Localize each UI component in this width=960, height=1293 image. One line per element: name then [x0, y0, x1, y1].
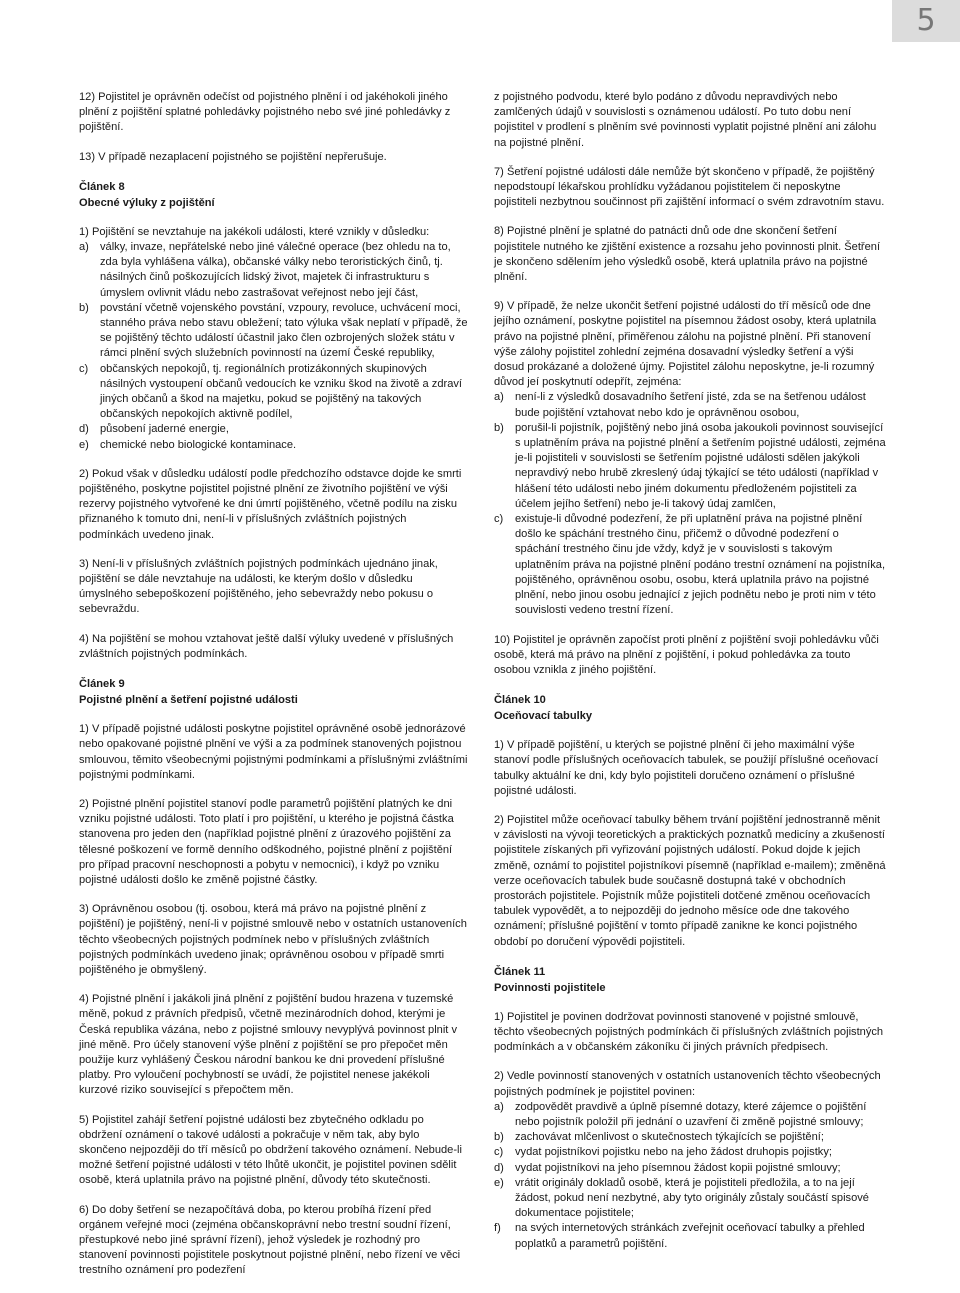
article-11-list	[494, 1100, 886, 1252]
list-marker: a)	[79, 241, 89, 254]
list-item-text: vydat pojistníkovi na jeho písemnou žádost kopii pojistné smlouvy;	[515, 1161, 841, 1174]
paragraph-7: 7) Šetření pojistné události dále nemůže být skončeno v případě, že pojištěný nepodstoupí lékařskou prohlídku vyžádanou pojistitelem či neposkytne pojistiteli nezbytnou součinnost při zajištění informací o svém zdravotním stavu.	[494, 165, 885, 209]
list-item	[494, 1221, 886, 1251]
article-9-paragraph-3: 3) Oprávněnou osobou (tj. osobou, která má právo na pojistné plnění z pojištění) je pojištěný, není-li v pojistné smlouvě nebo v ostatních ustanoveních těchto všeobecných pojistných podmínek nebo v příslušných zvláštních pojistných podmínkách uvedeno jinak; oprávněnou osobou v případě smrti pojištěného je obmyšlený.	[79, 903, 467, 976]
article-9-subtitle: Pojistné plnění a šetření pojistné události	[79, 694, 298, 707]
article-10-subtitle: Oceňovací tabulky	[494, 710, 593, 723]
article-10-heading	[494, 692, 886, 724]
article-9-paragraph-5: 5) Pojistitel zahájí šetření pojistné události bez zbytečného odkladu po obdržení oznámení o takové události a pokračuje v něm tak, aby bylo skončeno nejpozději do tří měsíců po obdržení takového oznámení. Nebude-li možné šetření pojistné události v této lhůtě ukončit, je pojistitel povinen sdělit osobě, která uplatnila právo na pojistné plnění, důvody této skutečnosti.	[79, 1113, 462, 1187]
article-8-paragraph-4: 4) Na pojištění se mohou vztahovat ještě další výluky uvedené v příslušných zvláštních pojistných podmínkách.	[79, 632, 454, 660]
page-number: 5	[892, 0, 960, 42]
list-item-text: na svých internetových stránkách zveřejnit oceňovací tabulky a přehled poplatků a parametrů pojištění.	[515, 1222, 865, 1250]
list-item-text: vrátit originály dokladů osobě, která je pojistiteli předložila, a to na její žádost, pokud není nezbytné, aby tyto originály zůstaly součástí spisové dokumentace pojistitele;	[515, 1176, 869, 1220]
page-header	[0, 0, 960, 42]
list-item	[494, 1161, 886, 1176]
list-marker: c)	[494, 1146, 504, 1159]
article-9-paragraph-6: 6) Do doby šetření se nezapočítává doba, po kterou probíhá řízení před orgánem veřejné moci (zejména občanskoprávní nebo trestní soudní řízení, přestupkové nebo jiné správní řízení), jehož výsledek je rozhodný pro stanovení povinnosti pojistitele poskytnout pojistné plnění, nebo řízení ve věci trestního oznámení pro podezření	[79, 1203, 461, 1277]
list-item	[494, 1100, 886, 1130]
list-item	[494, 1145, 886, 1160]
list-item-text: zodpovědět pravdivě a úplně písemné dotazy, které zájemce o pojištění nebo pojistník položil při jednání o uzavření či změně pojistné smlouvy;	[515, 1100, 867, 1128]
list-item-text: není-li z výsledků dosavadního šetření jisté, zda se na šetřenou událost bude pojištění vztahovat nebo kdo je oprávněnou osobou,	[515, 391, 866, 419]
list-item-text: povstání včetně vojenského povstání, vzpoury, revoluce, uchvácení moci, stanného práva nebo stavu obležení; tato výluka však neplatí v případě, že se pojištěný těchto událostí účastnil jako člen ozbrojených složek státu v rámci plnění svých služebních povinností na území České republiky,	[100, 301, 468, 360]
list-marker: a)	[494, 391, 504, 404]
article-9-paragraph-1: 1) V případě pojistné události poskytne pojistitel oprávněné osobě jednorázové nebo opakované pojistné plnění ve výši a za podmínek stanovených pojistnou smlouvou, těmito všeobecnými pojistnými podmínkami a příslušnými zvláštními pojistnými podmínkami.	[79, 723, 468, 781]
article-8-title: Článek 8	[79, 180, 125, 193]
list-item	[494, 512, 886, 618]
article-10-paragraph-1: 1) V případě pojištění, u kterých se pojistné plnění či jeho maximální výše stanoví podle příslušných oceňovacích tabulek, se použijí příslušné oceňovací tabulky aktuální ke dni, kdy bylo pojistiteli doručeno oznámení o příslušné pojistné události.	[494, 739, 879, 797]
article-9-paragraph-2: 2) Pojistné plnění pojistitel stanoví podle parametrů pojištění platných ke dni vzniku pojistné události. Toto platí i pro pojištění, u kterého je pojistná částka stanovena pro jeden den (například pojistné plnění z úrazového pojištění za tělesné poškození ve formě denního odškodného, pojistné plnění z pojištění pro případ pracovní neschopnosti a pobytu v nemocnici), i když po vzniku pojistné události došlo ke změně pojistné částky.	[79, 797, 454, 886]
paragraph-9: 9) V případě, že nelze ukončit šetření pojistné události do tří měsíců ode dne jejího oznámení, poskytne pojistitel na písemnou žádost osoby, která uplatnila právo na pojistné plnění, přiměřenou zálohu na pojistné plnění. Při stanovení výše zálohy pojistitel zohlední zejména dosavadní výsledky šetření a výši dosud prokázané a doložené újmy. Pojistitel zálohu neposkytne, je-li rozumný důvod jeí poskytnutí odepřít, zejména:	[494, 300, 877, 389]
paragraph-12: 12) Pojistitel je oprávněn odečíst od pojistného plnění i od jakéhokoli jiného plnění z pojištění splatné pohledávky pojistného nebo své jiné pohledávky z pojištění.	[79, 91, 451, 134]
list-marker: e)	[494, 1176, 504, 1189]
list-item	[494, 1176, 886, 1222]
list-item-text: porušil-li pojistník, pojištěný nebo jiná osoba jakoukoli povinnost související s uplatněním práva na pojistné plnění a šetřením pojistné události, zejména je-li pojistiteli v souvislosti se šetřením pojistné události sdělen jakýkoli nepravdivý nebo hrubě zkreslený údaj týkající se této události (například v hlášení této události nebo jiném dokumentu předloženém pojistiteli za účelem jejího šetření) nebo je-li takový údaj zamlčen,	[515, 421, 886, 510]
list-item	[494, 1130, 886, 1145]
article-11-subtitle: Povinnosti pojistitele	[494, 981, 606, 994]
article-11-title: Článek 11	[494, 965, 546, 978]
list-marker: b)	[494, 1131, 504, 1144]
list-item	[494, 390, 886, 420]
article-11-heading	[494, 964, 886, 996]
paragraph-8: 8) Pojistné plnění je splatné do patnácti dnů ode dne skončení šetření pojistitele nutného ke zjištění existence a rozsahu jeho povinnosti plnit. Šetření je skončeno sdělením jeho výsledků osobě, která uplatnila právo na pojistné plnění.	[494, 225, 881, 284]
paragraph-9-list	[494, 390, 886, 618]
article-8-paragraph-2: 2) Pokud však v důsledku událostí podle předchozího odstavce dojde ke smrti pojištěného, poskytne pojistitel pojistné plnění ze životního pojištění ve výši rezervy pojistného vytvořené ke dni úmrtí pojištěného, včetně podílu na zisku přiznaného k tomuto dni, není-li v příslušných zvláštních pojistných podmínkách uvedeno jinak.	[79, 467, 462, 541]
article-9-paragraph-4: 4) Pojistné plnění i jakákoli jiná plnění z pojištění budou hrazena v tuzemské měně, pokud z právních předpisů, včetně mezinárodních dohod, kterými je Česká republika vázána, nebo z pojistné smlouvy nevyplývá povinnost plnit v jiné měně. Pro účely stanovení výše plnění z pojištění se pro přepočet měn použije kurz vyhlášený Českou národní bankou ke dni provedení příslušné platby. Pro vyloučení pochybností se uvádí, že pojistitel nenese jakékoli kurzové riziko související s přepočtem měn.	[79, 993, 458, 1097]
list-item-text: války, invaze, nepřátelské nebo jiné válečné operace (bez ohledu na to, zda byla vyhlášena válka), občanské války nebo teroristických činů, tj. násilných činů poškozujících lidský život, majetek či infrastrukturu s úmyslem ovlivnit vládu nebo zastrašovat veřejnost nebo její část,	[100, 241, 451, 299]
list-item-text: občanských nepokojů, tj. regionálních protizákonných skupinových násilných vystoupení občanů vedoucích ke vzniku škod na životě a zdraví jiných občanů a škod na majetku, pokud se pojištěný na takových občanských nepokojích aktivně podílel,	[100, 362, 462, 421]
article-8-heading	[79, 179, 469, 211]
list-item	[79, 438, 469, 453]
paragraph-10: 10) Pojistitel je oprávněn započíst proti plnění z pojištění svoji pohledávku vůči osobě, která má právo na plnění z pojištění, i pokud pohledávka za touto osobou vznikla z jiného pojištění.	[494, 633, 879, 676]
list-item	[79, 362, 469, 423]
article-11-paragraph-2: 2) Vedle povinností stanovených v ostatních ustanoveních těchto všeobecných pojistných podmínek je pojistitel povinen:	[494, 1070, 881, 1098]
article-9-title: Článek 9	[79, 678, 125, 691]
article-11-paragraph-1: 1) Pojistitel je povinen dodržovat povinnosti stanovené v pojistné smlouvě, těchto všeobecných pojistných podmínkách či příslušných zvláštních pojistných podmínkách a v občanském zákoníku či jiných právních předpisech.	[494, 1010, 884, 1054]
list-item	[79, 301, 469, 362]
article-8-paragraph-3: 3) Není-li v příslušných zvláštních pojistných podmínkách ujednáno jinak, pojištění se dále nevztahuje na události, ke kterým došlo v důsledku úmyslného sebepoškození pojištěného, jeho sebevraždy nebo pokusu o sebevraždu.	[79, 557, 438, 616]
list-marker: f)	[494, 1222, 501, 1235]
paragraph-13: 13) V případě nezaplacení pojistného se pojištění nepřerušuje.	[79, 150, 387, 163]
article-8-paragraph-1: 1) Pojištění se nevztahuje na jakékoli události, které vznikly v důsledku:	[79, 225, 430, 238]
list-marker: d)	[494, 1161, 504, 1174]
list-marker: c)	[79, 362, 89, 375]
list-item-text: zachovávat mlčenlivost o skutečnostech týkajících se pojištění;	[515, 1131, 824, 1144]
list-item-text: působení jaderné energie,	[100, 423, 229, 436]
list-marker: a)	[494, 1100, 504, 1113]
list-marker: b)	[494, 421, 504, 434]
list-item	[79, 240, 469, 301]
list-marker: e)	[79, 438, 89, 451]
list-item	[494, 421, 886, 512]
article-10-title: Článek 10	[494, 694, 546, 707]
list-marker: d)	[79, 423, 89, 436]
left-column	[79, 90, 469, 1293]
article-8-list	[79, 240, 469, 453]
right-column	[494, 90, 886, 1266]
list-item-text: chemické nebo biologické kontaminace.	[100, 438, 297, 451]
article-9-heading	[79, 676, 469, 708]
article-8-subtitle: Obecné výluky z pojištění	[79, 196, 215, 209]
article-10-paragraph-2: 2) Pojistitel může oceňovací tabulky během trvání pojištění jednostranně měnit v závislosti na vývoji teoretických a praktických poznatků medicíny a zkušeností pojistitele získaných při vyřizování pojistných událostí. Pokud dojde k jejich změně, oznámí to pojistitel pojistníkovi písemně (například e-mailem); změněná verze oceňovacích tabulek bude současně dostupná také v obchodních prostorách pojistitele. Pojistník může pojistiteli dotčené změnou oceňovacích tabulek vypovědět, a to nejpozději do jednoho měsíce ode dne takového oznámení; příslušné pojištění v tomto případě zanikne ke konci pojistného období po doručení výpovědi pojistiteli.	[494, 813, 886, 948]
list-item-text: existuje-li důvodné podezření, že při uplatnění práva na pojistné plnění došlo ke spáchání trestného činu, přičemž o důvodné podezření o spáchání trestného činu jde vždy, když je v souvislosti s takovým uplatněním práva na pojistné plnění podáno trestní oznámení na pojistníka, pojištěného, oprávněnou osobu, osobu, která uplatnila právo na pojistné plnění, nebo jinou osobu jednající z jejich podnětu nebo je proti nim v této souvislosti vedeno trestní řízení.	[515, 513, 886, 617]
continuation-paragraph: z pojistného podvodu, které bylo podáno z důvodu nepravdivých nebo zamlčených údajů v souvislosti s oznámenou událostí. Po tuto dobu není pojistitel v prodlení s plněním své povinnosti vyplatit pojistné plnění ani zálohu na pojistné plnění.	[494, 91, 877, 149]
list-item-text: vydat pojistníkovi pojistku nebo na jeho žádost druhopis pojistky;	[515, 1146, 832, 1159]
list-marker: c)	[494, 513, 504, 526]
list-marker: b)	[79, 301, 89, 314]
list-item	[79, 422, 469, 437]
